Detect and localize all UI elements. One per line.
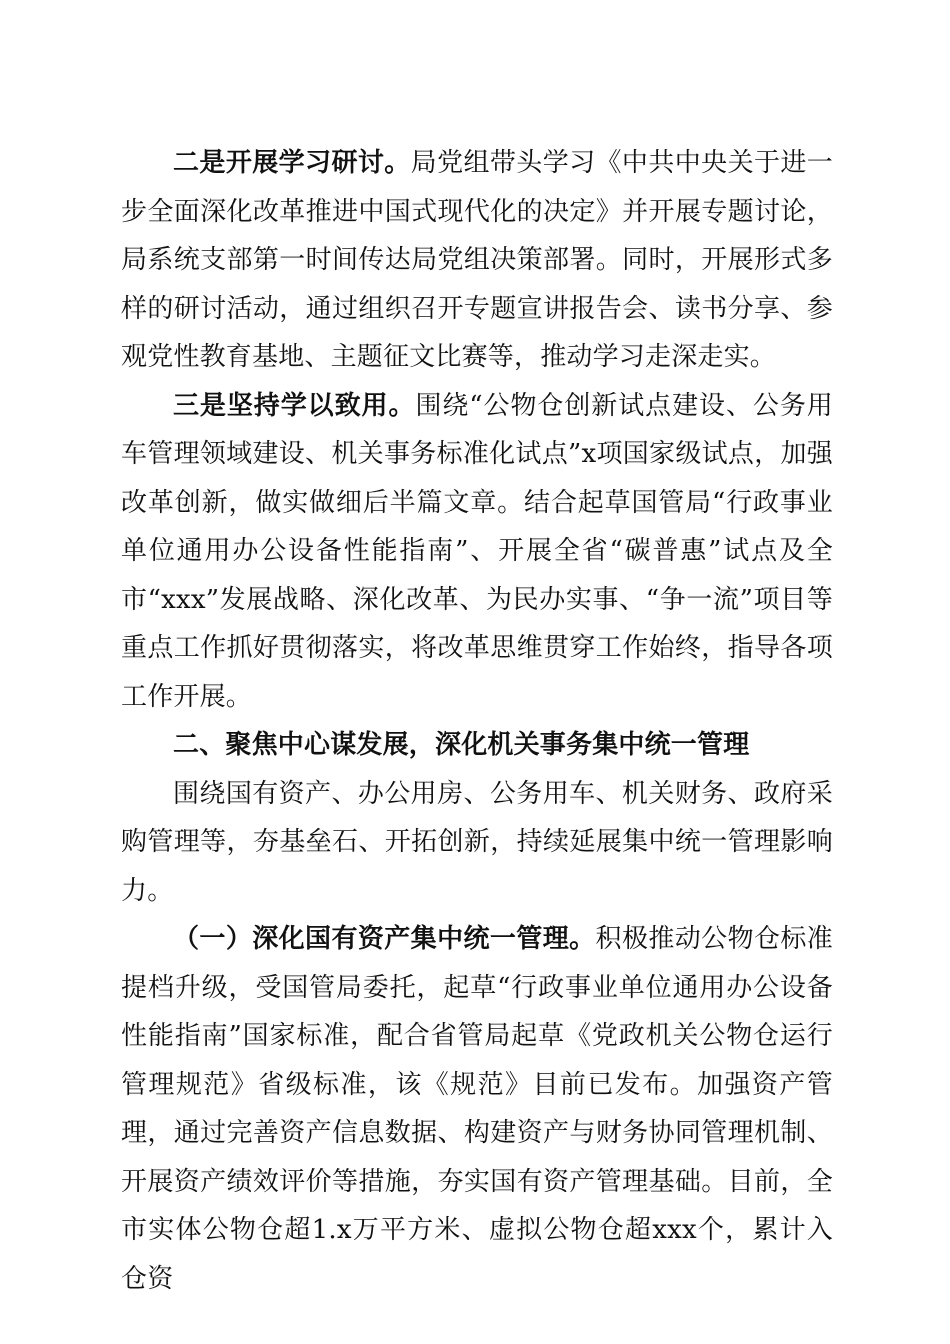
paragraph-lead: （一）深化国有资产集中统一管理。 [173, 924, 596, 954]
paragraph-body: 积极推动公物仓标准提档升级，受国管局委托，起草“行政事业单位通用办公设备性能指南”国家标准，配合省管局起草《党政机关公物仓运行管理规范》省级标准，该《规范》目前已发布。加强资产管理，通过完善资产信息数据、构建资产与财务协同管理机制、开展资产绩效评价等措施，夯实国有资产管理基础。目前，全市实体公物仓超1.x万平方米、虚拟公物仓超xxx个，累计入仓资 [121, 924, 833, 1294]
section-heading: 二、聚焦中心谋发展，深化机关事务集中统一管理 [173, 730, 750, 760]
paragraph-section-intro: 围绕国有资产、办公用房、公务用车、机关财务、政府采购管理等，夯基垒石、开拓创新，持续延展集中统一管理影响力。 [121, 778, 833, 906]
paragraph-body: 围绕“公物仓创新试点建设、公务用车管理领域建设、机关事务标准化试点”x项国家级试点，加强改革创新，做实做细后半篇文章。结合起草国管局“行政事业单位通用办公设备性能指南”、开展全省“碳普惠”试点及全市“xxx”发展战略、深化改革、为民办实事、“争一流”项目等重点工作抓好贯彻落实，将改革思维贯穿工作始终，指导各项工作开展。 [121, 390, 833, 712]
document-body [121, 139, 833, 1303]
paragraph-lead: 三是坚持学以致用。 [173, 390, 416, 421]
paragraph-study-discussion [121, 139, 833, 382]
paragraph-lead: 二是开展学习研讨。 [173, 148, 411, 178]
paragraph-state-assets [121, 915, 833, 1303]
paragraph-body: 局党组带头学习《中共中央关于进一步全面深化改革推进中国式现代化的决定》并开展专题讨论，局系统支部第一时间传达局党组决策部署。同时，开展形式多样的研讨活动，通过组织召开专题宣讲报告会、读书分享、参观党性教育基地、主题征文比赛等，推动学习走深走实。 [121, 148, 833, 372]
paragraph-apply-learning [121, 382, 833, 722]
